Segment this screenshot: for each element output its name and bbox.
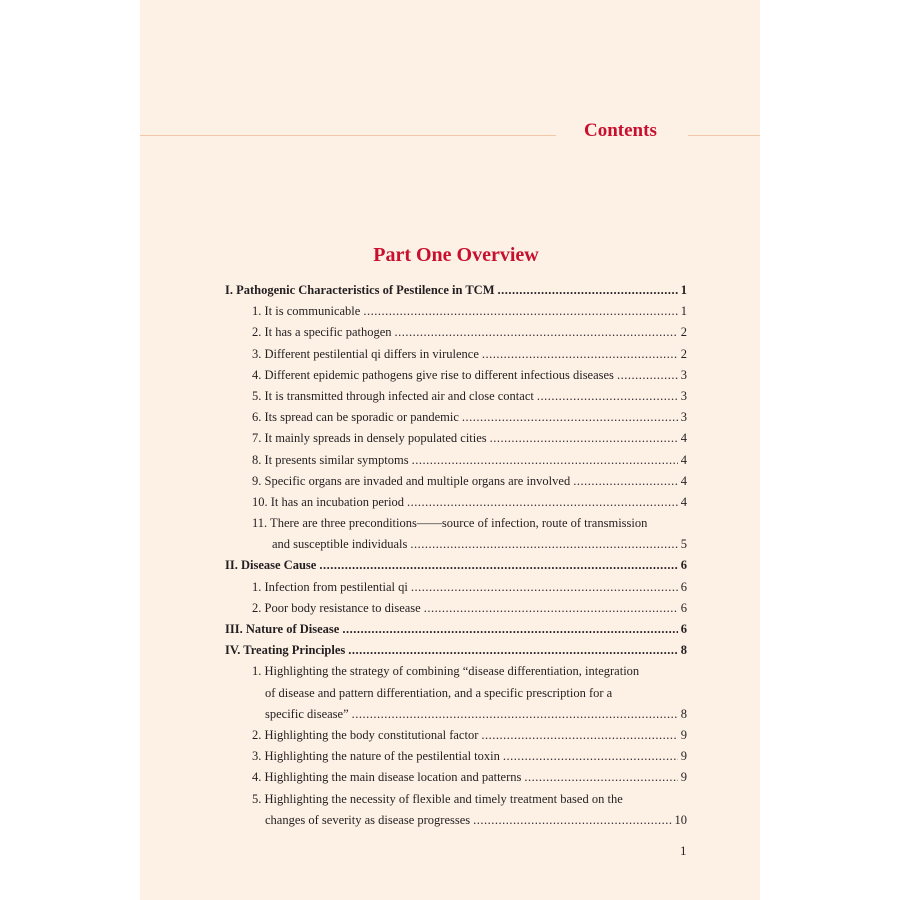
toc-entry[interactable] xyxy=(225,301,687,322)
toc-dot-leader xyxy=(462,407,678,428)
toc-dot-leader xyxy=(319,555,677,576)
toc-entry-title: 1. It is communicable xyxy=(252,304,361,319)
toc-entry-title: II. Disease Cause xyxy=(225,558,317,573)
toc-entry-title: 2. Highlighting the body constitutional factor xyxy=(252,727,479,742)
toc-page-number: 2 xyxy=(680,325,687,340)
toc-entry-title: of disease and pattern differentiation, and a specific prescription for a xyxy=(265,685,613,700)
toc-entry-title: 6. Its spread can be sporadic or pandemic xyxy=(252,410,459,425)
toc-entry-title: 10. It has an incubation period xyxy=(252,494,405,509)
toc-entry-title: 3. Highlighting the nature of the pestilential toxin xyxy=(252,749,500,764)
toc-dot-leader xyxy=(412,450,678,471)
toc-dot-leader xyxy=(617,365,678,386)
toc-dot-leader xyxy=(498,280,678,301)
toc-entry[interactable] xyxy=(225,386,687,407)
toc-entry[interactable] xyxy=(225,810,687,831)
toc-dot-leader xyxy=(363,301,677,322)
toc-dot-leader xyxy=(411,577,678,598)
toc-dot-leader xyxy=(395,322,678,343)
toc-dot-leader xyxy=(481,725,677,746)
toc-entry[interactable] xyxy=(225,534,687,555)
toc-page-number: 1 xyxy=(680,283,687,297)
toc-entry[interactable] xyxy=(225,725,687,746)
toc-page-number: 6 xyxy=(680,558,687,573)
toc-page-number: 6 xyxy=(680,600,687,615)
toc-dot-leader xyxy=(407,492,678,513)
table-of-contents xyxy=(225,280,687,831)
toc-page-number: 10 xyxy=(674,812,687,827)
toc-dot-leader xyxy=(537,386,678,407)
toc-entry-title: changes of severity as disease progresses xyxy=(265,812,471,827)
toc-entry[interactable] xyxy=(225,344,687,365)
toc-entry[interactable] xyxy=(225,789,687,810)
toc-page-number: 8 xyxy=(680,706,687,721)
toc-dot-leader xyxy=(490,428,678,449)
toc-entry-title: 2. Poor body resistance to disease xyxy=(252,600,421,615)
toc-entry-title: 2. It has a specific pathogen xyxy=(252,325,392,340)
toc-entry-title: 4. Different epidemic pathogens give rise to different infectious diseases xyxy=(252,367,614,382)
toc-entry[interactable] xyxy=(225,598,687,619)
toc-dot-leader xyxy=(524,767,677,788)
toc-page-number: 9 xyxy=(680,770,687,785)
toc-entry-title: specific disease” xyxy=(265,706,349,721)
toc-section-entry[interactable] xyxy=(225,555,687,576)
toc-entry-title: IV. Treating Principles xyxy=(225,643,346,658)
toc-entry[interactable] xyxy=(225,661,687,682)
toc-page-number: 5 xyxy=(680,537,687,552)
toc-page-number: 4 xyxy=(680,473,687,488)
toc-entry-title: 8. It presents similar symptoms xyxy=(252,452,409,467)
toc-entry-title: III. Nature of Disease xyxy=(225,622,340,636)
toc-dot-leader xyxy=(503,746,678,767)
toc-page-number: 3 xyxy=(680,410,687,425)
toc-entry-title: I. Pathogenic Characteristics of Pestilence in TCM xyxy=(225,283,495,297)
page-number: 1 xyxy=(680,843,687,858)
toc-page-number: 8 xyxy=(680,643,687,658)
toc-page-number: 9 xyxy=(680,749,687,764)
toc-page-number: 6 xyxy=(680,622,687,636)
toc-page-number: 4 xyxy=(680,494,687,509)
toc-entry[interactable] xyxy=(225,767,687,788)
toc-entry-title: 9. Specific organs are invaded and multiple organs are involved xyxy=(252,473,571,488)
toc-section-entry[interactable] xyxy=(225,619,687,640)
toc-entry[interactable] xyxy=(225,407,687,428)
toc-page-number: 3 xyxy=(680,367,687,382)
part-title: Part One Overview xyxy=(373,244,539,266)
toc-page-number: 1 xyxy=(680,304,687,319)
header-rule-left xyxy=(140,135,556,136)
toc-dot-leader xyxy=(573,471,678,492)
header-rule-right xyxy=(688,135,760,136)
toc-entry[interactable] xyxy=(225,492,687,513)
toc-page-number: 2 xyxy=(680,346,687,361)
toc-entry-title: 4. Highlighting the main disease location and patterns xyxy=(252,770,522,785)
toc-entry-title: and susceptible individuals xyxy=(272,537,408,552)
toc-entry[interactable] xyxy=(225,450,687,471)
contents-title: Contents xyxy=(584,120,657,141)
toc-dot-leader xyxy=(410,534,677,555)
toc-entry-title: 7. It mainly spreads in densely populated cities xyxy=(252,431,487,446)
toc-dot-leader xyxy=(473,810,671,831)
toc-entry[interactable] xyxy=(225,746,687,767)
toc-entry-title: 11. There are three preconditions——source of infection, route of transmission xyxy=(252,516,648,531)
toc-dot-leader xyxy=(348,640,677,661)
toc-entry[interactable] xyxy=(225,428,687,449)
toc-entry-title: 1. Highlighting the strategy of combining “disease differentiation, integration xyxy=(252,664,640,679)
toc-page-number: 4 xyxy=(680,452,687,467)
document-page xyxy=(140,0,760,900)
toc-entry-title: 5. Highlighting the necessity of flexible and timely treatment based on the xyxy=(252,791,623,806)
toc-entry[interactable] xyxy=(225,704,687,725)
toc-entry-title: 3. Different pestilential qi differs in virulence xyxy=(252,346,479,361)
toc-section-entry[interactable] xyxy=(225,280,687,301)
toc-section-entry[interactable] xyxy=(225,640,687,661)
toc-page-number: 3 xyxy=(680,388,687,403)
toc-page-number: 9 xyxy=(680,727,687,742)
toc-page-number: 4 xyxy=(680,431,687,446)
toc-entry[interactable] xyxy=(225,365,687,386)
toc-dot-leader xyxy=(482,344,678,365)
toc-entry-title: 5. It is transmitted through infected air and close contact xyxy=(252,388,534,403)
toc-page-number: 6 xyxy=(680,579,687,594)
toc-entry[interactable] xyxy=(225,322,687,343)
toc-entry[interactable] xyxy=(225,513,687,534)
toc-dot-leader xyxy=(342,619,677,640)
toc-entry[interactable] xyxy=(225,471,687,492)
toc-dot-leader xyxy=(352,704,678,725)
toc-entry[interactable] xyxy=(225,577,687,598)
toc-entry[interactable] xyxy=(225,683,687,704)
toc-entry-title: 1. Infection from pestilential qi xyxy=(252,579,408,594)
toc-dot-leader xyxy=(424,598,678,619)
